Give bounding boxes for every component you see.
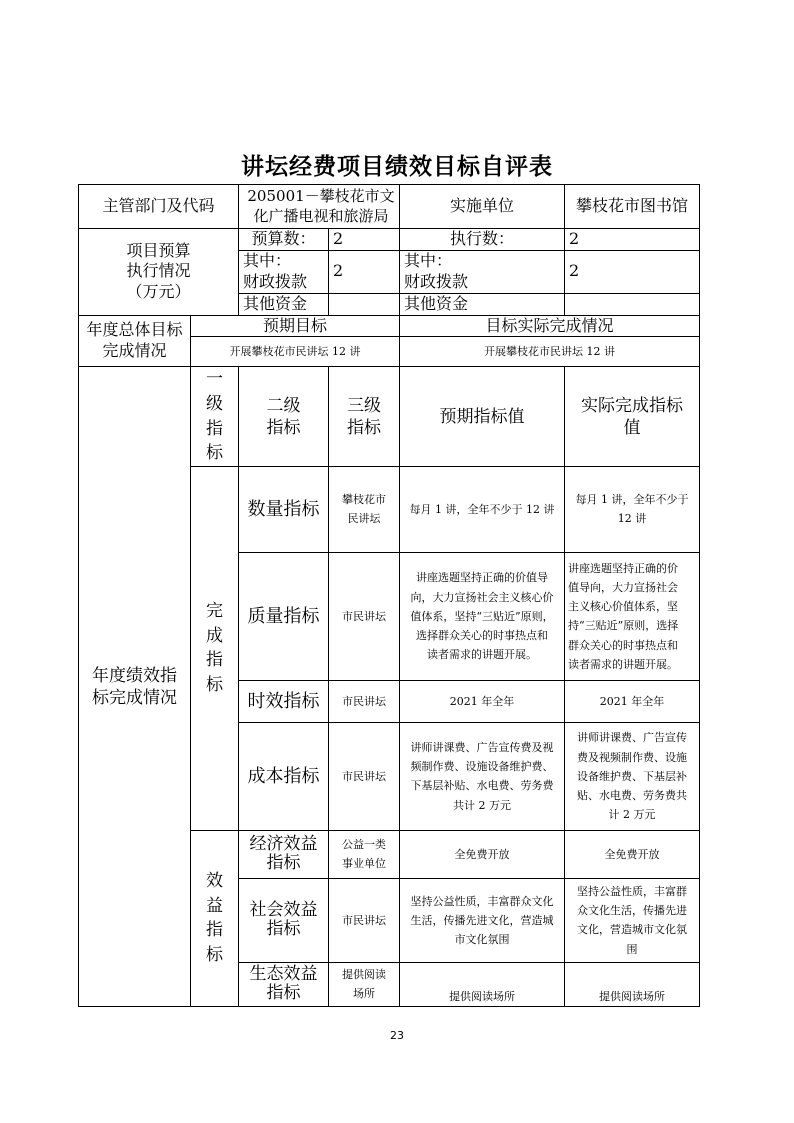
- group-benefit: 效 益 指 标: [191, 830, 239, 1006]
- header-expected: 预期指标值: [400, 367, 565, 467]
- row-expected: 每月 1 讲，全年不少于 12 讲: [400, 466, 565, 552]
- other-budget-value: [329, 293, 400, 315]
- expected-goal: 开展攀枝花市民讲坛 12 讲: [191, 337, 400, 367]
- row-expected: 2021 年全年: [400, 680, 565, 722]
- row-level3: 市民讲坛: [329, 722, 400, 830]
- header-level3: 三级 指标: [329, 367, 400, 467]
- budget-label: 项目预算 执行情况 （万元）: [79, 229, 239, 316]
- impl-value: 攀枝花市图书馆: [565, 185, 700, 229]
- row-level2: 数量指标: [239, 466, 329, 552]
- row-level3: 市民讲坛: [329, 878, 400, 962]
- header-actual: 实际完成指标 值: [565, 367, 700, 467]
- row-expected: 全免费开放: [400, 830, 565, 878]
- row-actual: 每月 1 讲，全年不少于 12 讲: [565, 466, 700, 552]
- row-level2: 质量指标: [239, 552, 329, 680]
- other-exec-label: 其他资金: [400, 293, 565, 315]
- fiscal-label: 其中： 财政拨款: [239, 251, 329, 294]
- row-level3: 攀枝花市 民讲坛: [329, 466, 400, 552]
- fiscal-exec-value: 2: [565, 251, 700, 294]
- perf-label: 年度绩效指 标完成情况: [79, 367, 191, 1007]
- row-actual: 提供阅读场所: [565, 962, 700, 1006]
- row-expected: 提供阅读场所: [400, 962, 565, 1006]
- actual-goal-header: 目标实际完成情况: [400, 315, 700, 337]
- row-level3: 市民讲坛: [329, 552, 400, 680]
- row-actual: 讲座选题坚持正确的价 值导向，大力宣扬社会 主义核心价值体系，坚 持“三贴近”原则，选择 群众关心的时事热点和 读者需求的讲题开展。: [565, 552, 700, 680]
- impl-label: 实施单位: [400, 185, 565, 229]
- other-label: 其他资金: [239, 293, 329, 315]
- row-actual: 讲师讲课费、广告宣传 费及视频制作费、设施 设备维护费、下基层补 贴、水电费、劳务费共 计 2 万元: [565, 722, 700, 830]
- row-expected: 坚持公益性质，丰富群众文化 生活，传播先进文化，营造城 市文化氛围: [400, 878, 565, 962]
- other-exec-value: [565, 293, 700, 315]
- row-level2: 社会效益 指标: [239, 878, 329, 962]
- fiscal-budget-value: 2: [329, 251, 400, 294]
- page-title: 讲坛经费项目绩效目标自评表: [241, 154, 553, 180]
- header-level2: 二级 指标: [239, 367, 329, 467]
- exec-num-label: 执行数：: [400, 229, 565, 251]
- row-expected: 讲座选题坚持正确的价值导 向，大力宣扬社会主义核心价 值体系，坚持“三贴近”原则， 选择群众关心的时事热点和 读者需求的讲题开展。: [400, 552, 565, 680]
- row-actual: 坚持公益性质，丰富群 众文化生活，传播先进 文化，营造城市文化氛 围: [565, 878, 700, 962]
- dept-label: 主管部门及代码: [79, 185, 239, 229]
- fiscal-exec-label: 其中： 财政拨款: [400, 251, 565, 294]
- expected-goal-header: 预期目标: [191, 315, 400, 337]
- budget-num-label: 预算数：: [239, 229, 329, 251]
- row-level3: 市民讲坛: [329, 680, 400, 722]
- group-completion: 完 成 指 标: [191, 466, 239, 830]
- performance-table: [78, 184, 700, 1007]
- budget-num-value: 2: [329, 229, 400, 251]
- dept-value: 205001－攀枝花市文化广播电视和旅游局: [239, 185, 400, 229]
- header-level1: 一 级 指 标: [191, 367, 239, 467]
- row-actual: 2021 年全年: [565, 680, 700, 722]
- annual-goal-label: 年度总体目标 完成情况: [79, 315, 191, 367]
- row-level3: 公益一类 事业单位: [329, 830, 400, 878]
- row-level3: 提供阅读 场所: [329, 962, 400, 1006]
- row-level2: 成本指标: [239, 722, 329, 830]
- row-expected: 讲师讲课费、广告宣传费及视 频制作费、设施设备维护费、 下基层补贴、水电费、劳务费 共计 2 万元: [400, 722, 565, 830]
- exec-num-value: 2: [565, 229, 700, 251]
- page-number: 23: [390, 1029, 404, 1042]
- row-level2: 生态效益 指标: [239, 962, 329, 1006]
- row-actual: 全免费开放: [565, 830, 700, 878]
- actual-goal: 开展攀枝花市民讲坛 12 讲: [400, 337, 700, 367]
- row-level2: 经济效益 指标: [239, 830, 329, 878]
- row-level2: 时效指标: [239, 680, 329, 722]
